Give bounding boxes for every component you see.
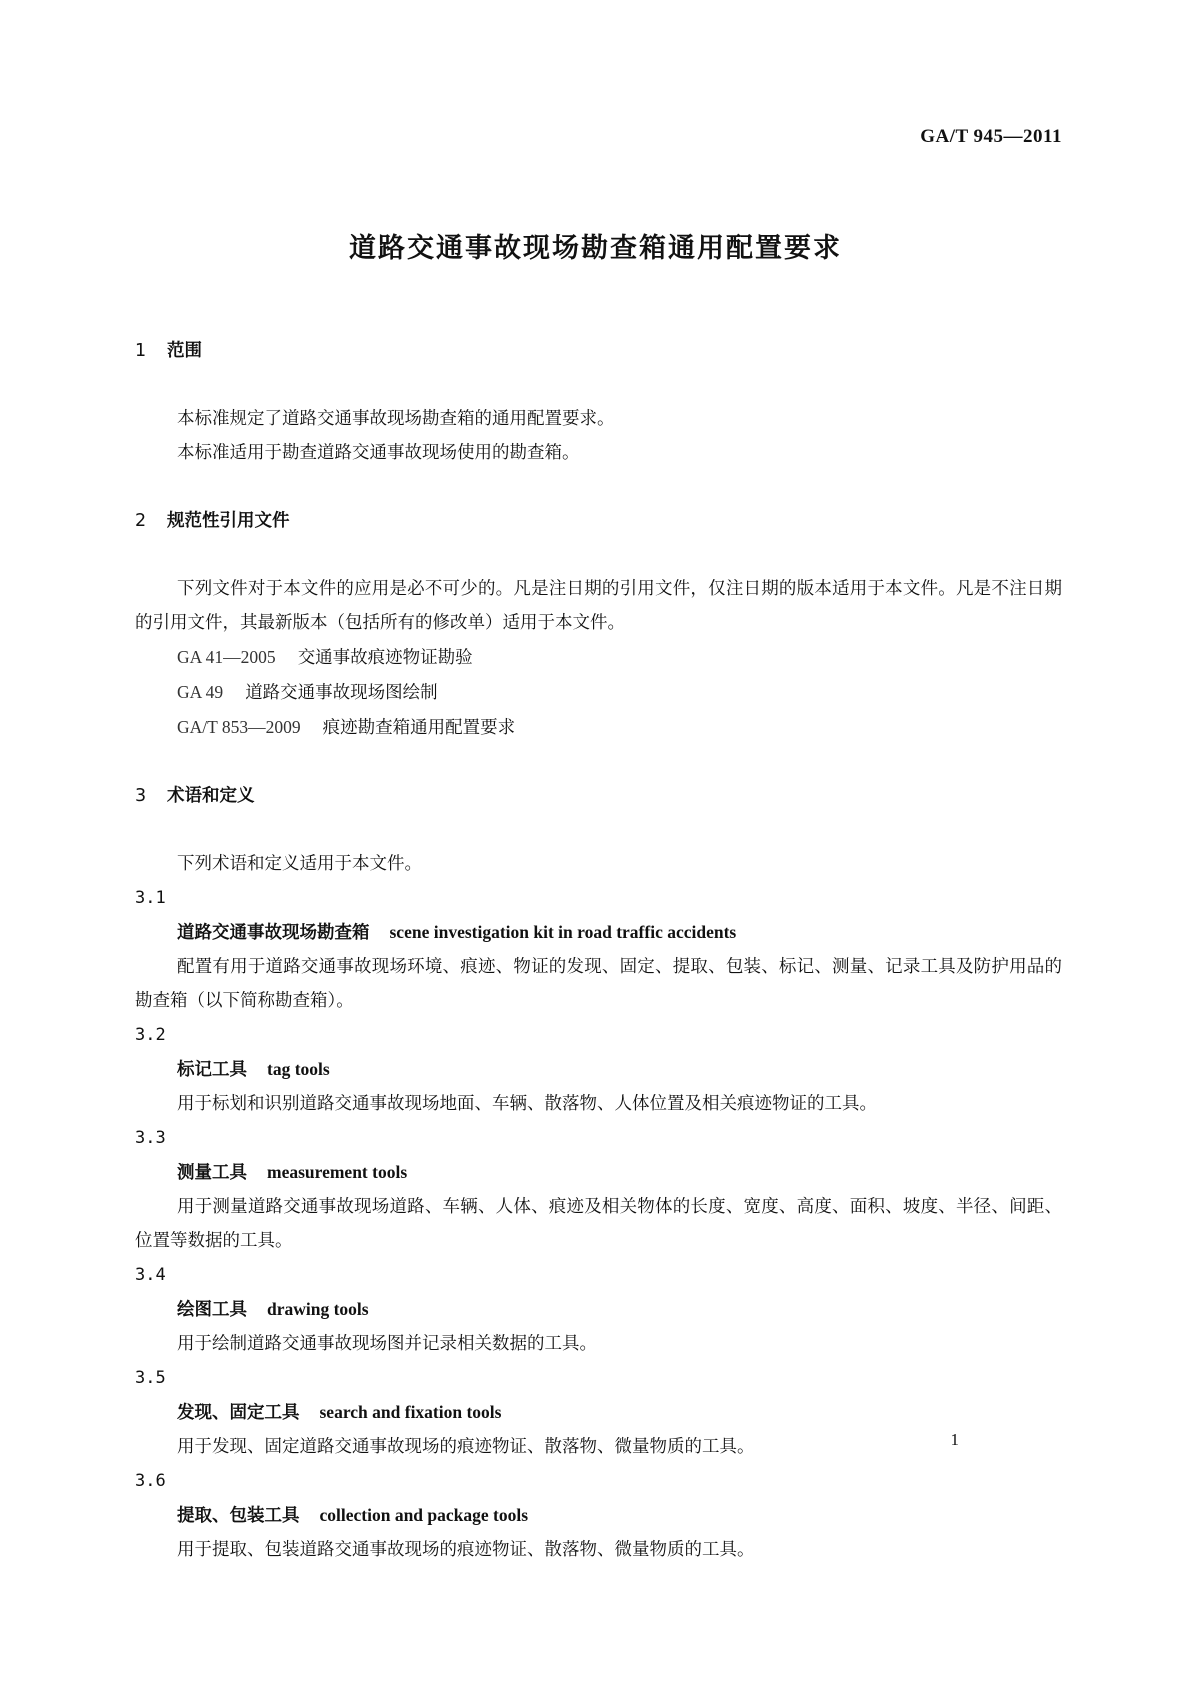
term-number: 3.6 (135, 1471, 166, 1491)
term-en: search and fixation tools (319, 1402, 502, 1422)
section-title: 术语和定义 (167, 786, 255, 806)
section-number: 3 (135, 786, 147, 806)
term-zh: 绘图工具 (177, 1300, 247, 1320)
section-3-heading (135, 779, 1062, 813)
term-number: 3.2 (135, 1025, 166, 1045)
paragraph: 下列术语和定义适用于本文件。 (177, 854, 422, 874)
document-title: 道路交通事故现场勘查箱通用配置要求 (349, 233, 842, 264)
term-en: drawing tools (267, 1299, 369, 1319)
term-heading (135, 915, 1062, 950)
term-heading (135, 1498, 1062, 1533)
term-en: collection and package tools (319, 1505, 529, 1525)
section-number: 2 (135, 511, 147, 531)
term-definition: 用于绘制道路交通事故现场图并记录相关数据的工具。 (177, 1334, 597, 1354)
section-number: 1 (135, 341, 147, 361)
term-number: 3.4 (135, 1265, 166, 1285)
reference-code: GA 41—2005 (177, 647, 276, 667)
section-1-heading (135, 334, 1062, 368)
section-title: 规范性引用文件 (167, 511, 290, 531)
term-definition: 配置有用于道路交通事故现场环境、痕迹、物证的发现、固定、提取、包装、标记、测量、记录工具及防护用品的勘查箱（以下简称勘查箱）。 (135, 957, 1062, 1011)
paragraph: 本标准适用于勘查道路交通事故现场使用的勘查箱。 (177, 443, 580, 463)
term-definition: 用于发现、固定道路交通事故现场的痕迹物证、散落物、微量物质的工具。 (177, 1437, 755, 1457)
paragraph: 本标准规定了道路交通事故现场勘查箱的通用配置要求。 (177, 409, 615, 429)
reference-code: GA/T 853—2009 (177, 717, 301, 737)
term-definition: 用于测量道路交通事故现场道路、车辆、人体、痕迹及相关物体的长度、宽度、高度、面积、坡度、半径、间距、位置等数据的工具。 (135, 1197, 1062, 1251)
page-number: 1 (950, 1430, 959, 1449)
section-2-heading (135, 504, 1062, 538)
section-title: 范围 (167, 341, 202, 361)
reference-title: 交通事故痕迹物证勘验 (297, 648, 473, 668)
term-zh: 测量工具 (177, 1163, 247, 1183)
reference-item (135, 640, 1062, 675)
term-zh: 道路交通事故现场勘查箱 (177, 923, 370, 943)
term-number: 3.3 (135, 1128, 166, 1148)
term-heading (135, 1292, 1062, 1327)
reference-item (135, 675, 1062, 710)
term-zh: 发现、固定工具 (177, 1403, 300, 1423)
document-body (135, 334, 1062, 1567)
term-zh: 提取、包装工具 (177, 1506, 300, 1526)
term-heading (135, 1052, 1062, 1087)
term-definition: 用于提取、包装道路交通事故现场的痕迹物证、散落物、微量物质的工具。 (177, 1540, 755, 1560)
term-heading (135, 1395, 1062, 1430)
reference-item (135, 710, 1062, 745)
term-en: measurement tools (267, 1162, 408, 1182)
paragraph: 下列文件对于本文件的应用是必不可少的。凡是注日期的引用文件，仅注日期的版本适用于本文件。凡是不注日期的引用文件，其最新版本（包括所有的修改单）适用于本文件。 (135, 579, 1062, 633)
reference-title: 痕迹勘查箱通用配置要求 (322, 718, 516, 738)
term-definition: 用于标划和识别道路交通事故现场地面、车辆、散落物、人体位置及相关痕迹物证的工具。 (177, 1094, 877, 1114)
term-zh: 标记工具 (177, 1060, 247, 1080)
term-en: tag tools (267, 1059, 330, 1079)
standard-code: GA/T 945—2011 (920, 126, 1062, 147)
term-en: scene investigation kit in road traffic accidents (389, 922, 737, 942)
term-number: 3.5 (135, 1368, 166, 1388)
term-heading (135, 1155, 1062, 1190)
term-number: 3.1 (135, 888, 166, 908)
reference-title: 道路交通事故现场图绘制 (245, 683, 438, 703)
reference-code: GA 49 (177, 682, 224, 702)
